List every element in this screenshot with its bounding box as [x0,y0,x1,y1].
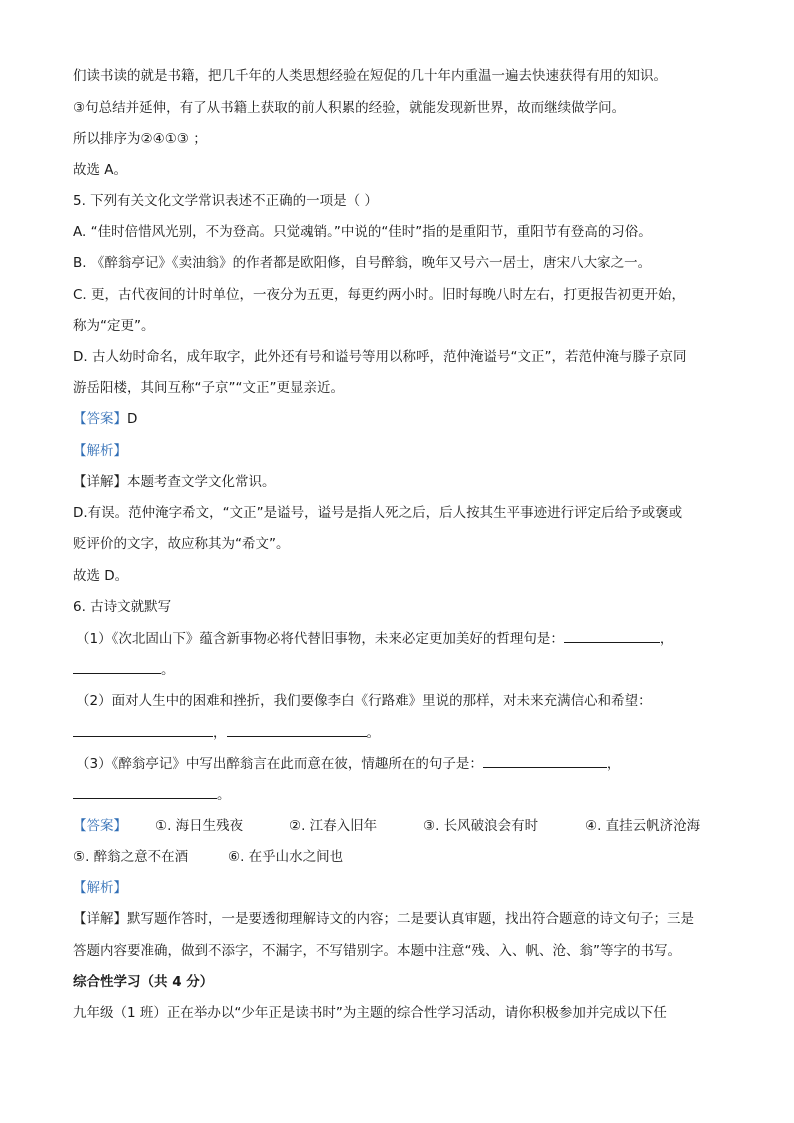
answer-blank[interactable] [483,753,607,768]
question-6-3-cont: 。 [73,784,231,805]
answer-blank[interactable] [73,659,161,674]
answer-item: ③. 长风破浪会有时 [423,818,539,834]
answer-5 [73,409,137,429]
question-5: 5. 下列有关文化文学常识表述不正确的一项是（ ） [73,193,378,209]
question-6: 6. 古诗文就默写 [73,599,172,615]
option-c: C. 更，古代夜间的计时单位，一夜分为五更，每更约两小时。旧时每晚八时左右，打更报告初更开始， [73,287,686,303]
answer-item: ①. 海日生残夜 [155,818,244,834]
detail-line: D.有误。范仲淹字希文，“文正”是谥号，谥号是指人死之后，后人按其生平事迹进行评定后给予或褒或 [73,505,683,521]
answer-blank[interactable] [227,722,367,737]
answer-item: ②. 江春入旧年 [289,818,378,834]
option-a: A. “佳时倍惜风光别，不为登高。只觉魂销。”中说的“佳时”指的是重阳节，重阳节有登高的习俗。 [73,224,652,240]
detail-text: 本题考查文学文化常识。 [127,474,276,490]
answer-blank[interactable] [73,784,217,799]
answer-blank[interactable] [73,722,213,737]
text-line: ③句总结并延伸，有了从书籍上获取的前人积累的经验，就能发现新世界，故而继续做学问。 [73,100,626,116]
question-6-2-cont: ， 。 [73,722,380,743]
text-line: 所以排序为②④①③ ； [73,131,207,147]
question-6-3: （3）《醉翁亭记》中写出醉翁言在此而意在彼，情趣所在的句子是： ， [76,753,620,774]
question-6-2: （2）面对人生中的困难和挫折，我们要像李白《行路难》里说的那样，对未来充满信心和希望： [76,693,652,709]
text-line: 故选 A。 [73,162,128,178]
detail-text: 默写题作答时，一是要透彻理解诗文的内容；二是要认真审题，找出符合题意的诗文句子；三是 [127,911,694,927]
answer-item: ④. 直挂云帆济沧海 [585,818,701,834]
detail-tag: 【详解】 [73,911,127,927]
detail-line: 答题内容要准确，做到不添字，不漏字，不写错别字。本题中注意“残、入、帆、沧、翁”等字的书写。 [73,943,681,959]
section-heading: 综合性学习（共 4 分） [73,974,214,990]
answer-6-cont [73,847,343,867]
detail-6 [73,909,694,929]
answer-item: ⑥. 在乎山水之间也 [228,849,344,865]
detail-line: 贬评价的文字，故应称其为“希文”。 [73,536,290,552]
option-d-cont: 游岳阳楼，其间互称“子京”“文正”更显亲近。 [73,380,344,396]
answer-6 [73,816,700,836]
option-b: B. 《醉翁亭记》《卖油翁》的作者都是欧阳修，自号醉翁，晚年又号六一居士，唐宋八大家之一。 [73,255,652,271]
analysis-tag: 【解析】 [73,443,127,459]
option-d: D. 古人幼时命名，成年取字，此外还有号和谥号等用以称呼，范仲淹谥号“文正”，若范仲淹与滕子京同 [73,349,687,365]
option-c-cont: 称为“定更”。 [73,318,155,334]
analysis-tag: 【解析】 [73,880,127,896]
detail-tag: 【详解】 [73,474,127,490]
answer-value: D [127,411,138,427]
question-6-1: （1）《次北固山下》蕴含新事物必将代替旧事物，未来必定更加美好的哲理句是： ， [76,628,673,649]
answer-blank[interactable] [564,628,660,643]
text-line: 们读书读的就是书籍，把几千年的人类思想经验在短促的几十年内重温一遍去快速获得有用的知识。 [73,68,667,84]
question-6-1-cont: 。 [73,659,175,680]
answer-tag: 【答案】 [73,818,127,834]
answer-item: ⑤. 醉翁之意不在酒 [73,849,189,865]
detail-line: 故选 D。 [73,568,129,584]
detail-5 [73,472,276,492]
intro-line: 九年级（1 班）正在举办以“少年正是读书时”为主题的综合性学习活动，请你积极参加并完成以下任 [73,1005,667,1021]
answer-tag: 【答案】 [73,411,127,427]
